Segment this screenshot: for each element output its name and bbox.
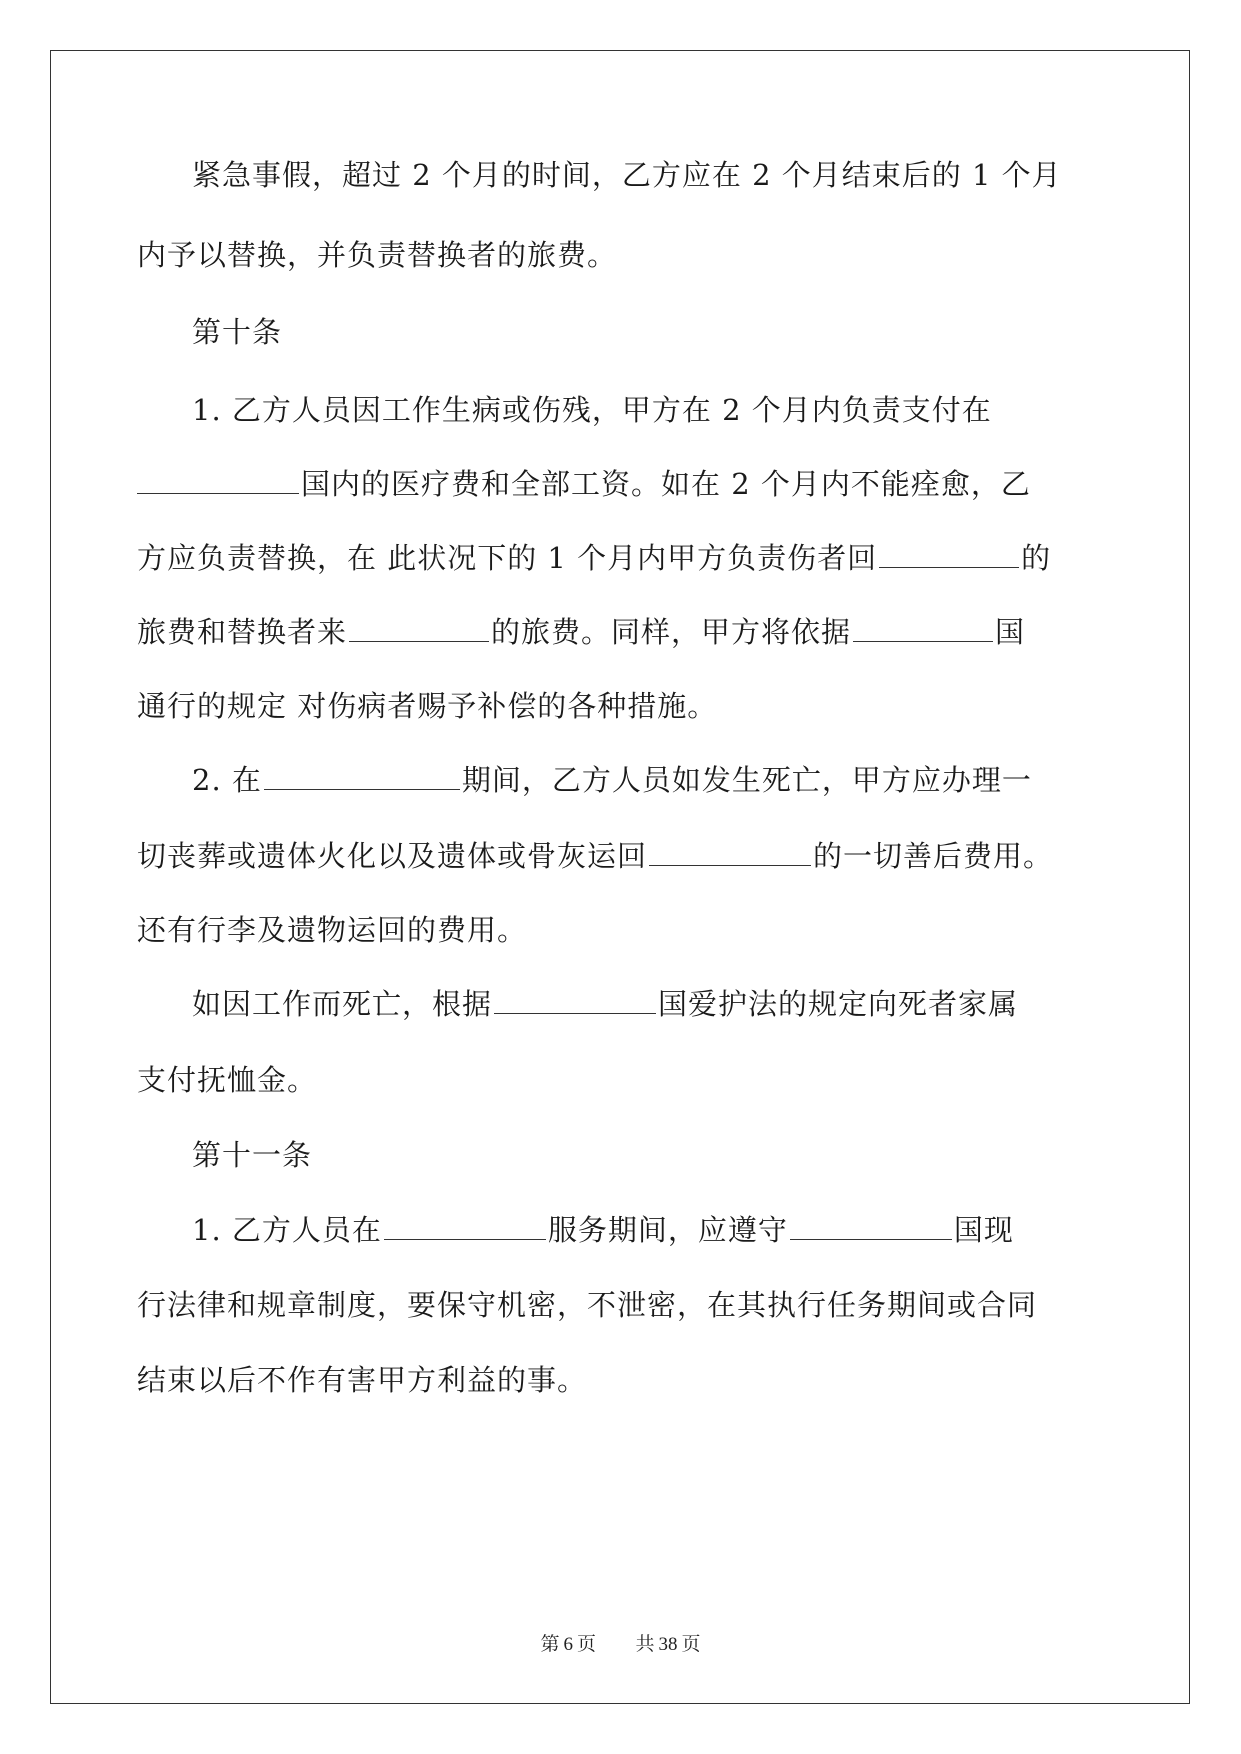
body-line-10: 切丧葬或遗体火化以及遗体或骨灰运回 的一切善后费用。 (137, 839, 1054, 873)
article-11-heading: 第十一条 (192, 1138, 313, 1172)
fill-in-blank[interactable] (790, 1213, 952, 1240)
fill-in-blank[interactable] (853, 615, 993, 642)
article-10-heading: 第十条 (192, 315, 283, 349)
body-line-13: 支付抚恤金。 (137, 1063, 318, 1097)
body-line-15: 1. 乙方人员在 服务期间，应遵守 国现 (192, 1213, 1014, 1247)
body-line-11: 还有行李及遗物运回的费用。 (137, 913, 528, 947)
fill-in-blank[interactable] (879, 541, 1019, 568)
body-line-7: 旅费和替换者来 的旅费。同样，甲方将依据 国 (137, 615, 1026, 649)
fill-in-blank[interactable] (384, 1213, 546, 1240)
fill-in-blank[interactable] (264, 763, 460, 790)
body-line-2: 内予以替换，并负责替换者的旅费。 (137, 238, 618, 272)
fill-in-blank[interactable] (349, 615, 489, 642)
body-line-12: 如因工作而死亡，根据 国爱护法的规定向死者家属 (192, 987, 1019, 1021)
body-line-17: 结束以后不作有害甲方利益的事。 (137, 1363, 588, 1397)
body-line-9: 2. 在 期间，乙方人员如发生死亡，甲方应办理一 (192, 763, 1032, 797)
fill-in-blank[interactable] (649, 839, 811, 866)
fill-in-blank[interactable] (494, 987, 656, 1014)
page-number: 第 6 页 (540, 1634, 596, 1655)
body-line-1: 紧急事假，超过 2 个月的时间，乙方应在 2 个月结束后的 1 个月 (192, 158, 1062, 192)
body-line-8: 通行的规定 对伤病者赐予补偿的各种措施。 (137, 689, 718, 723)
fill-in-blank[interactable] (137, 467, 299, 494)
total-pages: 共 38 页 (635, 1634, 701, 1655)
body-line-6: 方应负责替换，在 此状况下的 1 个月内甲方负责伤者回 的 (137, 541, 1052, 575)
body-line-16: 行法律和规章制度，要保守机密，不泄密，在其执行任务期间或合同 (137, 1288, 1038, 1322)
page-border (50, 50, 1190, 1704)
page-footer (0, 1633, 1241, 1657)
body-line-5: 国内的医疗费和全部工资。如在 2 个月内不能痊愈，乙 (0, 464, 1241, 504)
body-line-4: 1. 乙方人员因工作生病或伤残，甲方在 2 个月内负责支付在 (192, 393, 992, 427)
